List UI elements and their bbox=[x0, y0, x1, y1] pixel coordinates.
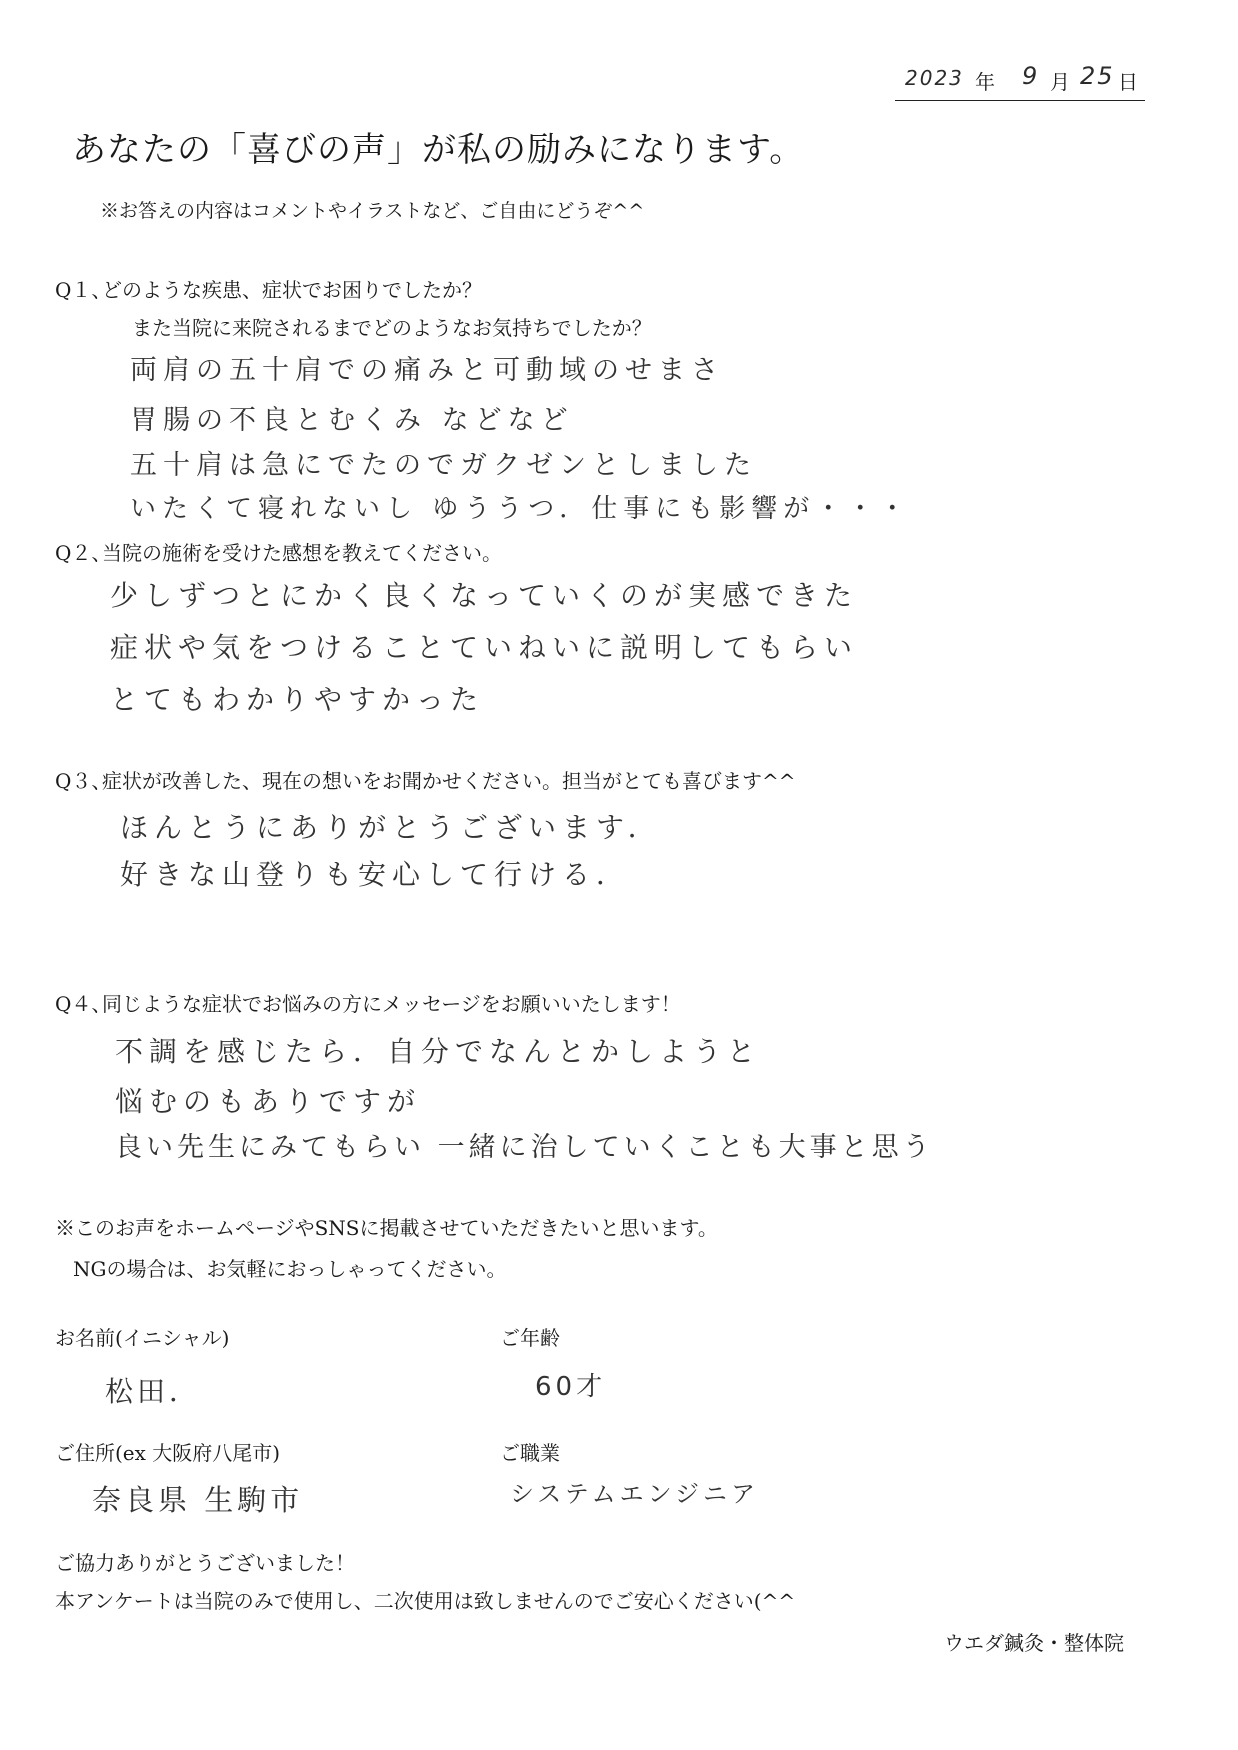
q4-label: Q４、 bbox=[55, 992, 112, 1016]
closing-usage-note: 本アンケートは当院のみで使用し、二次使用は致しませんのでご安心ください(^^ bbox=[55, 1589, 796, 1613]
clinic-name: ウエダ鍼灸・整体院 bbox=[944, 1631, 1124, 1655]
address-label: ご住所(ex 大阪府八尾市) bbox=[55, 1441, 281, 1465]
name-value: 松田． bbox=[105, 1375, 202, 1408]
q1-label: Q１、 bbox=[55, 278, 112, 302]
date-day-label: 日 bbox=[1118, 70, 1138, 94]
q3-answer-line1: ほんとうにありがとうございます． bbox=[120, 811, 662, 844]
date-year-value: 2023 bbox=[905, 66, 964, 90]
q2-answer-line2: 症状や気をつけることていねいに説明してもらい bbox=[110, 631, 859, 664]
job-value: システムエンジニア bbox=[510, 1480, 759, 1508]
q3-label: Q３、 bbox=[55, 769, 112, 793]
address-value: 奈良県 生駒市 bbox=[92, 1483, 304, 1517]
intro-note: ※お答えの内容はコメントやイラストなど、ご自由にどうぞ^^ bbox=[100, 200, 645, 222]
date-month-label: 月 bbox=[1050, 70, 1070, 94]
q1-answer-line1: 両肩の五十肩での痛みと可動域のせまさ bbox=[130, 355, 724, 386]
q1-answer-line2: 胃腸の不良とむくみ などなど bbox=[130, 405, 574, 436]
consent-line1: ※このお声をホームページやSNSに掲載させていただきたいと思います。 bbox=[55, 1216, 718, 1240]
q4-answer-line2: 悩むのもありですが bbox=[115, 1085, 422, 1118]
closing-thanks: ご協力ありがとうございました！ bbox=[55, 1551, 355, 1575]
q2-label: Q２、 bbox=[55, 541, 112, 565]
date-year-label: 年 bbox=[975, 70, 995, 94]
name-label: お名前(イニシャル) bbox=[55, 1326, 230, 1350]
q1-question-line2: また当院に来院されるまでどのようなお気持ちでしたか？ bbox=[132, 316, 652, 340]
q2-answer-line3: とてもわかりやすかった bbox=[110, 683, 485, 716]
q2-answer-line1: 少しずつとにかく良くなっていくのが実感できた bbox=[110, 579, 859, 612]
job-label: ご職業 bbox=[500, 1441, 560, 1465]
age-value: 60才 bbox=[535, 1372, 607, 1402]
age-label: ご年齢 bbox=[500, 1326, 560, 1350]
date-underline bbox=[895, 100, 1145, 101]
page-title: あなたの「喜びの声」が私の励みになります。 bbox=[72, 130, 805, 170]
q2-question-line1: 当院の施術を受けた感想を教えてください。 bbox=[102, 541, 502, 565]
consent-line2: NGの場合は、お気軽におっしゃってください。 bbox=[73, 1257, 507, 1281]
date-month-value: 9 bbox=[1022, 62, 1040, 90]
q4-answer-line1: 不調を感じたら．自分でなんとかしようと bbox=[115, 1035, 762, 1068]
q4-answer-line3: 良い先生にみてもらい 一緒に治していくことも大事と思う bbox=[115, 1132, 934, 1163]
q3-question-line1: 症状が改善した、現在の想いをお聞かせください。担当がとても喜びます^^ bbox=[102, 769, 796, 793]
q1-question-line1: どのような疾患、症状でお困りでしたか？ bbox=[102, 278, 482, 302]
q1-answer-line4: いたくて寝れないし ゆううつ．仕事にも影響が・・・ bbox=[130, 494, 912, 524]
q1-answer-line3: 五十肩は急にでたのでガクゼンとしました bbox=[130, 450, 757, 481]
q3-answer-line2: 好きな山登りも安心して行ける． bbox=[120, 858, 631, 891]
q4-question-line1: 同じような症状でお悩みの方にメッセージをお願いいたします！ bbox=[102, 992, 681, 1016]
date-day-value: 25 bbox=[1080, 62, 1115, 90]
